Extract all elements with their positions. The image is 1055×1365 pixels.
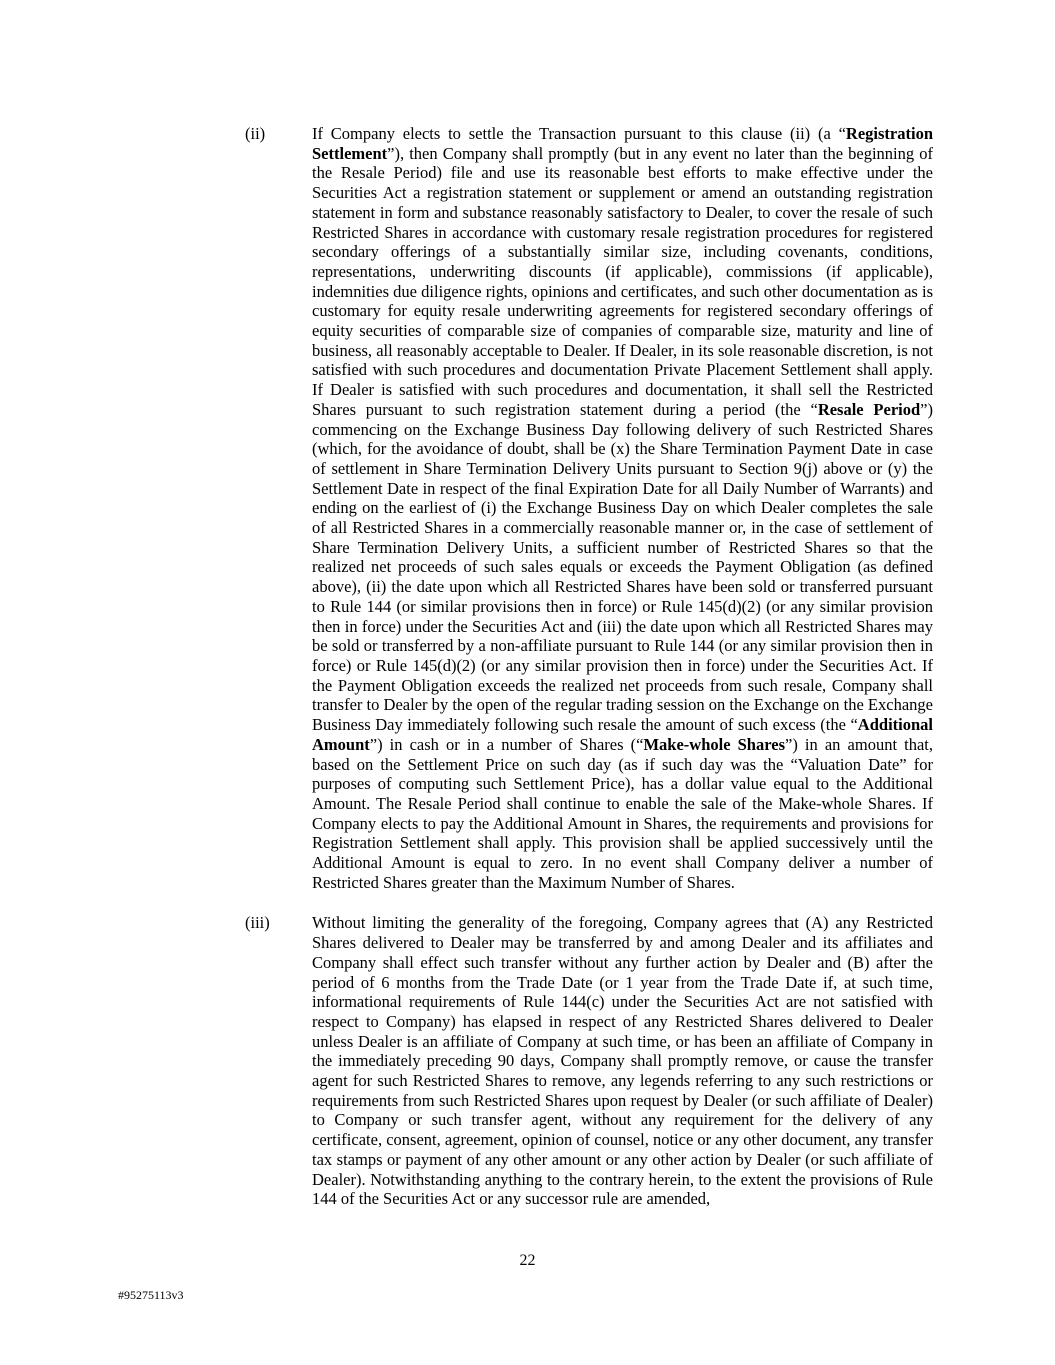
document-body xyxy=(245,124,933,1230)
clause-iii-text: Without limiting the generality of the foregoing, Company agrees that (A) any Restricted Shares delivered to Dealer may be transferred by and among Dealer and its affiliates and Company shall effect such transfer without any further action by Dealer and (B) after the period of 6 months from the Trade Date (or 1 year from the Trade Date if, at such time, informational requirements of Rule 144(c) under the Securities Act are not satisfied with respect to Company) has elapsed in respect of any Restricted Shares delivered to Dealer unless Dealer is an affiliate of Company at such time, or has been an affiliate of Company in the immediately preceding 90 days, Company shall promptly remove, or cause the transfer agent for such Restricted Shares to remove, any legends referring to any such restrictions or requirements from such Restricted Shares upon request by Dealer (or such affiliate of Dealer) to Company or such transfer agent, without any requirement for the delivery of any certificate, consent, agreement, opinion of counsel, notice or any other document, any transfer tax stamps or payment of any other amount or any other action by Dealer (or such affiliate of Dealer). Notwithstanding anything to the contrary herein, to the extent the provisions of Rule 144 of the Securities Act or any successor rule are amended, xyxy=(312,913,933,1209)
clause-iii-label: (iii) xyxy=(245,913,270,933)
clause-ii-text: If Company elects to settle the Transaction pursuant to this clause (ii) (a “Registration Settlement”), then Company shall promptly (but in any event no later than the beginning of the Resale Period) file and use its reasonable best efforts to make effective under the Securities Act a registration statement or supplement or amend an outstanding registration statement in form and substance reasonably satisfactory to Dealer, to cover the resale of such Restricted Shares in accordance with customary resale registration procedures for registered secondary offerings of a substantially similar size, including covenants, conditions, representations, underwriting discounts (if applicable), commissions (if applicable), indemnities due diligence rights, opinions and certificates, and such other documentation as is customary for equity resale underwriting agreements for registered secondary offerings of equity securities of comparable size of companies of comparable size, maturity and line of business, all reasonably acceptable to Dealer. If Dealer, in its sole reasonable discretion, is not satisfied with such procedures and documentation Private Placement Settlement shall apply. If Dealer is satisfied with such procedures and documentation, it shall sell the Restricted Shares pursuant to such registration statement during a period (the “Resale Period”) commencing on the Exchange Business Day following delivery of such Restricted Shares (which, for the avoidance of doubt, shall be (x) the Share Termination Payment Date in case of settlement in Share Termination Delivery Units pursuant to Section 9(j) above or (y) the Settlement Date in respect of the final Expiration Date for all Daily Number of Warrants) and ending on the earliest of (i) the Exchange Business Day on which Dealer completes the sale of all Restricted Shares in a commercially reasonable manner or, in the case of settlement of Share Termination Delivery Units, a sufficient number of Restricted Shares so that the realized net proceeds of such sales equals or exceeds the Payment Obligation (as defined above), (ii) the date upon which all Restricted Shares have been sold or transferred pursuant to Rule 144 (or similar provisions then in force) or Rule 145(d)(2) (or any similar provision then in force) under the Securities Act and (iii) the date upon which all Restricted Shares may be sold or transferred by a non-affiliate pursuant to Rule 144 (or any similar provision then in force) or Rule 145(d)(2) (or any similar provision then in force) under the Securities Act. If the Payment Obligation exceeds the realized net proceeds from such resale, Company shall transfer to Dealer by the open of the regular trading session on the Exchange on the Exchange Business Day immediately following such resale the amount of such excess (the “Additional Amount”) in cash or in a number of Shares (“Make-whole Shares”) in an amount that, based on the Settlement Price on such day (as if such day was the “Valuation Date” for purposes of computing such Settlement Price), has a dollar value equal to the Additional Amount. The Resale Period shall continue to enable the sale of the Make-whole Shares. If Company elects to pay the Additional Amount in Shares, the requirements and provisions for Registration Settlement shall apply. This provision shall be applied successively until the Additional Amount is equal to zero. In no event shall Company deliver a number of Restricted Shares greater than the Maximum Number of Shares. xyxy=(312,124,933,892)
clause-ii-label: (ii) xyxy=(245,124,266,143)
clause-iii-paragraph xyxy=(245,913,933,1209)
clause-ii-paragraph xyxy=(245,124,933,892)
page-number: 22 xyxy=(519,1252,536,1269)
document-id-stamp: #95275113v3 xyxy=(118,1288,184,1302)
